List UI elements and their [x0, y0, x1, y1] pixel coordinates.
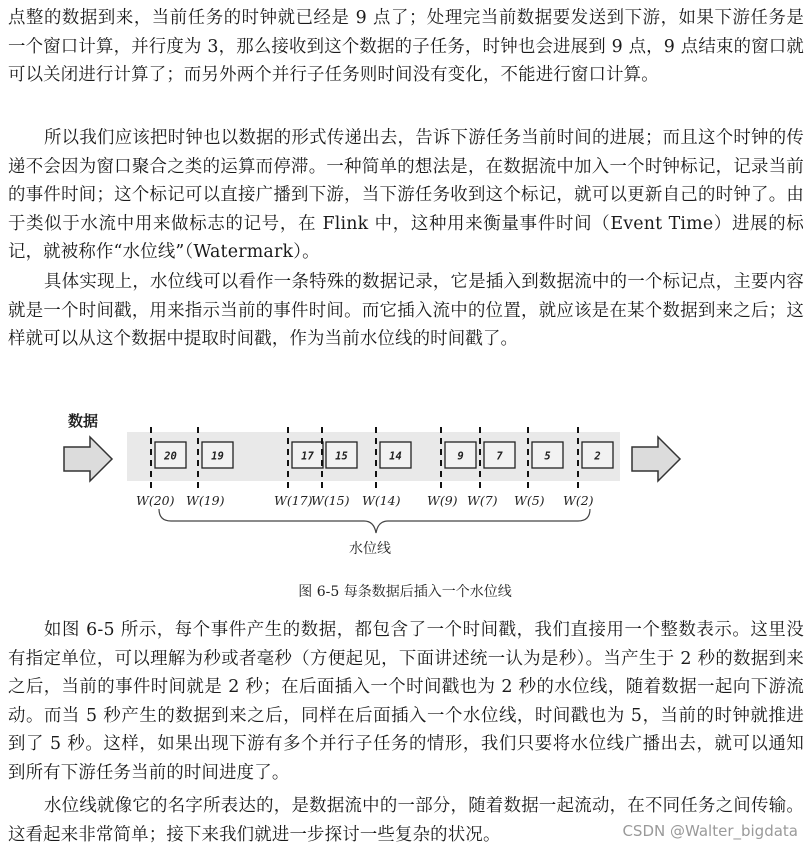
watermark-stream-figure [0, 395, 810, 575]
watermark-label: W(15) [311, 493, 350, 508]
watermark-label: W(5) [514, 493, 545, 508]
paragraph-4: 如图 6-5 所示，每个事件产生的数据，都包含了一个时间戳，我们直接用一个整数表示。这里没有指定单位，可以理解为秒或者毫秒（方便起见，下面讲述统一认为是秒）。当产生于 2 秒的数据到来之后，当前的事件时间就是 2 秒；在后面插入一个时间戳也为 2 秒的水位线，随着数据一起向下游流动。而当 5 秒产生的数据到来之后，同样在后面插入一个水位线，时间戳也为 5，当前的时钟就推进到了 5 秒。这样，如果出现下游有多个并行子任务的情形，我们只要将水位线广播出去，就可以通知到所有下游任务当前的时间进度了。 [8, 620, 804, 783]
watermark-label: W(7) [467, 493, 498, 508]
paragraph-3: 具体实现上，水位线可以看作一条特殊的数据记录，它是插入到数据流中的一个标记点，主要内容就是一个时间戳，用来指示当前的事件时间。而它插入流中的位置，就应该是在某个数据到来之后；这样就可以从这个数据中提取时间戳，作为当前水位线的时间戳了。 [8, 272, 804, 350]
watermark-label: W(14) [362, 493, 401, 508]
record-timestamp: 2 [594, 450, 601, 463]
record-timestamp: 15 [335, 450, 348, 463]
input-arrow-icon [64, 437, 112, 481]
watermark-label: W(9) [427, 493, 458, 508]
record-timestamp: 9 [457, 450, 464, 463]
source-watermark: CSDN @Walter_bigdata [622, 822, 798, 840]
record-timestamp: 19 [211, 450, 224, 463]
watermark-label: W(20) [136, 493, 175, 508]
brace [159, 509, 590, 533]
watermark-label: W(2) [563, 493, 594, 508]
output-arrow-icon [632, 437, 680, 481]
record-timestamp: 7 [496, 450, 503, 463]
paragraph-5: 水位线就像它的名字所表达的，是数据流中的一部分，随着数据一起流动，在不同任务之间传输。这看起来非常简单；接下来我们就进一步探讨一些复杂的状况。 [8, 796, 804, 845]
paragraph-1: 点整的数据到来，当前任务的时钟就已经是 9 点了；处理完当前数据要发送到下游，如果下游任务是一个窗口计算，并行度为 3，那么接收到这个数据的子任务，时钟也会进展到 9 点，9 点结束的窗口就可以关闭进行计算了；而另外两个并行子任务则时间没有变化，不能进行窗口计算。 [8, 8, 804, 86]
brace-label: 水位线 [349, 541, 391, 557]
figure-caption: 图 6-5 每条数据后插入一个水位线 [298, 584, 512, 600]
record-timestamp: 14 [389, 450, 402, 463]
input-data-label: 数据 [68, 412, 99, 430]
record-timestamp: 17 [301, 450, 314, 463]
record-timestamp: 20 [164, 450, 177, 463]
record-timestamp: 5 [544, 450, 551, 463]
watermark-label: W(19) [186, 493, 225, 508]
paragraph-2: 所以我们应该把时钟也以数据的形式传递出去，告诉下游任务当前时间的进展；而且这个时钟的传递不会因为窗口聚合之类的运算而停滞。一种简单的想法是，在数据流中加入一个时钟标记，记录当前的事件时间；这个标记可以直接广播到下游，当下游任务收到这个标记，就可以更新自己的时钟了。由于类似于水流中用来做标志的记号，在 Flink 中，这种用来衡量事件时间（Event Time）进展的标记，就被称作“水位线”（Watermark）。 [8, 128, 804, 263]
watermark-label: W(17) [274, 493, 313, 508]
